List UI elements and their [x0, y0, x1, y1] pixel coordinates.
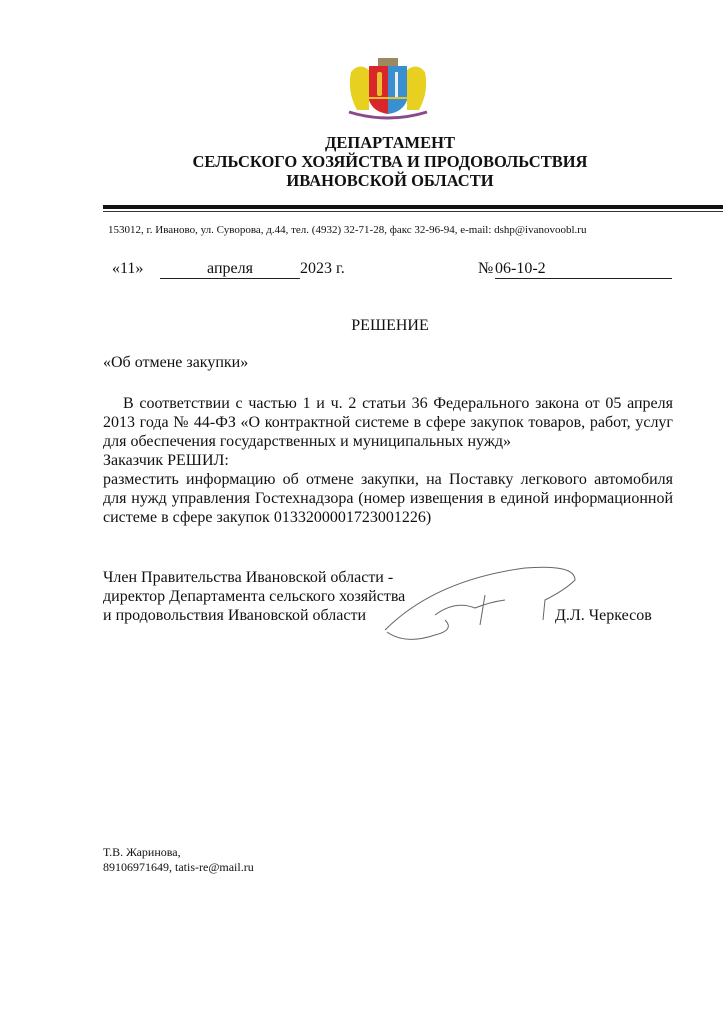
signatory-line: и продовольствия Ивановской области	[103, 607, 367, 624]
body-decision: Заказчик РЕШИЛ:	[103, 452, 229, 469]
executor-info	[103, 845, 254, 875]
executor-name: Т.В. Жаринова,	[103, 845, 181, 859]
date-year: 2023 г.	[300, 260, 345, 277]
body-paragraph: В соответствии с частью 1 и ч. 2 статьи 36 Федерального закона от 05 апреля 2013 года № 44-ФЗ «О контрактной системе в сфере закупок товаров, работ, услуг для обеспечения государственных и муниципальных нужд»	[103, 395, 673, 450]
address-line: 153012, г. Иваново, ул. Суворова, д.44, тел. (4932) 32-71-28, факс 32-96-94, e-mail: dshp@ivanovoobl.ru	[108, 224, 587, 236]
body-paragraph: разместить информацию об отмене закупки, на Поставку легкового автомобиля для нужд управления Гостехнадзора (номер извещения в единой информационной системе в сфере закупок 0133200001723001226)	[103, 471, 673, 526]
title-line: ИВАНОВСКОЙ ОБЛАСТИ	[286, 171, 494, 190]
signatory-position	[103, 568, 405, 625]
signatory-line: директор Департамента сельского хозяйства	[103, 588, 406, 605]
department-title	[0, 133, 724, 190]
date-day: «11»	[112, 260, 144, 277]
signatory-line: Член Правительства Ивановской области -	[103, 569, 394, 586]
title-line: СЕЛЬСКОГО ХОЗЯЙСТВА И ПРОДОВОЛЬСТВИЯ	[192, 152, 588, 171]
coat-of-arms-emblem	[343, 52, 433, 120]
handwritten-signature	[375, 560, 590, 650]
document-subject: «Об отмене закупки»	[103, 354, 249, 371]
title-line: ДЕПАРТАМЕНТ	[325, 133, 455, 152]
document-title: РЕШЕНИЕ	[351, 317, 429, 334]
executor-contact: 89106971649, tatis-re@mail.ru	[103, 860, 254, 874]
header-divider-thin	[103, 211, 723, 212]
number-label: №	[478, 260, 494, 277]
body-text	[103, 394, 673, 527]
signatory-name: Д.Л. Черкесов	[555, 607, 652, 624]
header-divider	[103, 205, 723, 209]
document-number: 06-10-2	[495, 259, 672, 279]
date-month: апреля	[160, 259, 300, 279]
